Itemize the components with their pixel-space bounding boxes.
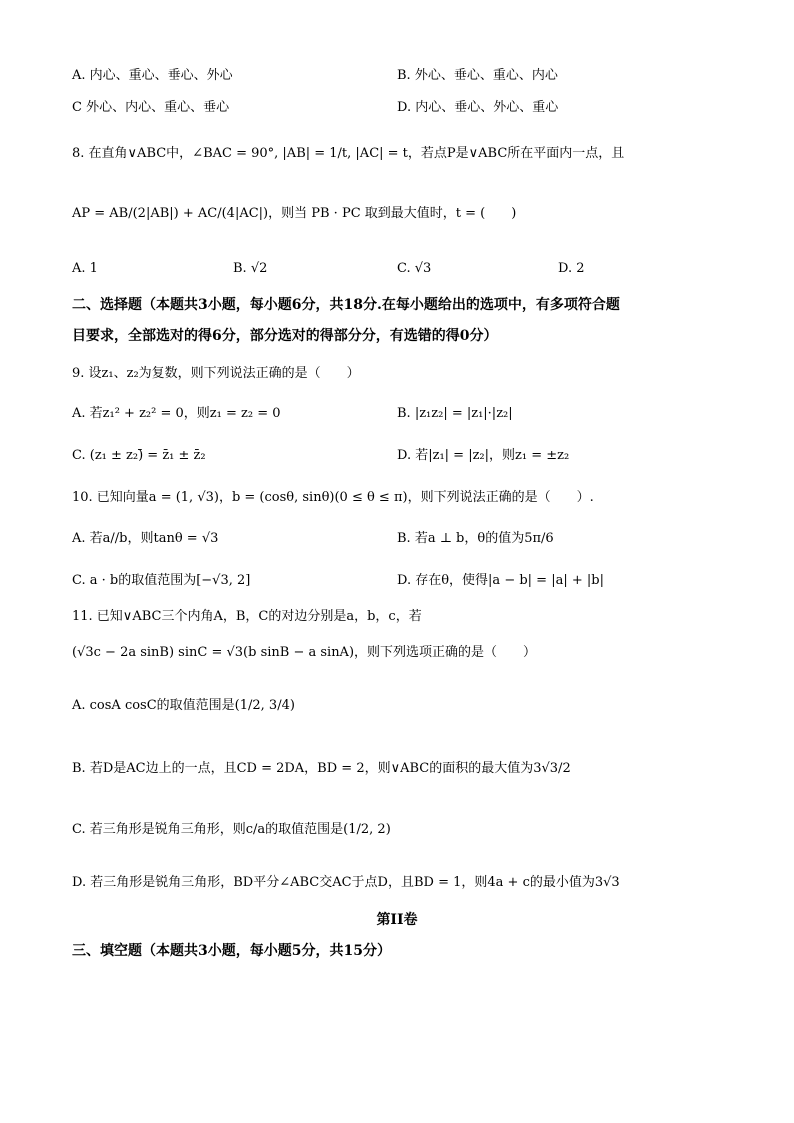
- q9-option-c: C. (z₁ ± z₂)̄ = z̄₁ ± z̄₂: [72, 448, 206, 463]
- q11-stem-line1: 11. 已知∨ABC三个内角A，B，C的对边分别是a，b，c，若: [72, 609, 422, 624]
- q8-option-b: B. √2: [233, 261, 268, 276]
- q10-stem: 10. 已知向量a = (1, √3)，b = (cosθ, sinθ)(0 ≤ θ ≤ π)，则下列说法正确的是（ ）.: [72, 490, 594, 505]
- q9-option-b: B. |z₁z₂| = |z₁|·|z₂|: [397, 406, 513, 421]
- q8-stem-line1: 8. 在直角∨ABC中，∠BAC = 90°, |AB| = 1/t, |AC| = t，若点P是∨ABC所在平面内一点，且: [72, 146, 625, 161]
- q9-option-d: D. 若|z₁| = |z₂|，则z₁ = ±z₂: [397, 448, 570, 463]
- q10-option-a: A. 若a//b，则tanθ = √3: [72, 531, 219, 546]
- q10-option-d: D. 存在θ，使得|a − b| = |a| + |b|: [397, 573, 604, 588]
- q8-option-a: A. 1: [72, 261, 98, 276]
- q11-option-a: A. cosA cosC的取值范围是(1/2, 3/4): [72, 698, 295, 713]
- volume-2-title: 第II卷: [376, 912, 418, 928]
- section-2-heading-line1: 二、选择题（本题共3小题，每小题6分，共18分.在每小题给出的选项中，有多项符合题: [72, 297, 620, 313]
- q9-option-a: A. 若z₁² + z₂² = 0，则z₁ = z₂ = 0: [72, 406, 281, 421]
- q7-option-b: B. 外心、垂心、重心、内心: [397, 68, 558, 83]
- q11-option-b: B. 若D是AC边上的一点，且CD = 2DA，BD = 2，则∨ABC的面积的最大值为3√3/2: [72, 761, 571, 776]
- q9-stem: 9. 设z₁、z₂为复数，则下列说法正确的是（ ）: [72, 366, 360, 381]
- q8-stem-line2: AP = AB/(2|AB|) + AC/(4|AC|)，则当 PB · PC 取到最大值时，t = ( ): [72, 206, 517, 221]
- q11-stem-line2: (√3c − 2a sinB) sinC = √3(b sinB − a sinA)，则下列选项正确的是（ ）: [72, 645, 537, 660]
- q10-option-c: C. a · b的取值范围为[−√3, 2]: [72, 573, 251, 588]
- q8-option-d: D. 2: [558, 261, 585, 276]
- section-3-heading: 三、填空题（本题共3小题，每小题5分，共15分）: [72, 943, 391, 959]
- q7-option-c: C 外心、内心、重心、垂心: [72, 100, 230, 115]
- q7-option-a: A. 内心、重心、垂心、外心: [72, 68, 233, 83]
- q7-option-d: D. 内心、垂心、外心、重心: [397, 100, 559, 115]
- q8-option-c: C. √3: [397, 261, 432, 276]
- q11-option-d: D. 若三角形是锐角三角形，BD平分∠ABC交AC于点D，且BD = 1，则4a + c的最小值为3√3: [72, 875, 620, 890]
- section-2-heading-line2: 目要求，全部选对的得6分，部分选对的得部分分，有选错的得0分）: [72, 328, 498, 344]
- q11-option-c: C. 若三角形是锐角三角形，则c/a的取值范围是(1/2, 2): [72, 822, 391, 837]
- q10-option-b: B. 若a ⊥ b，θ的值为5π/6: [397, 531, 554, 546]
